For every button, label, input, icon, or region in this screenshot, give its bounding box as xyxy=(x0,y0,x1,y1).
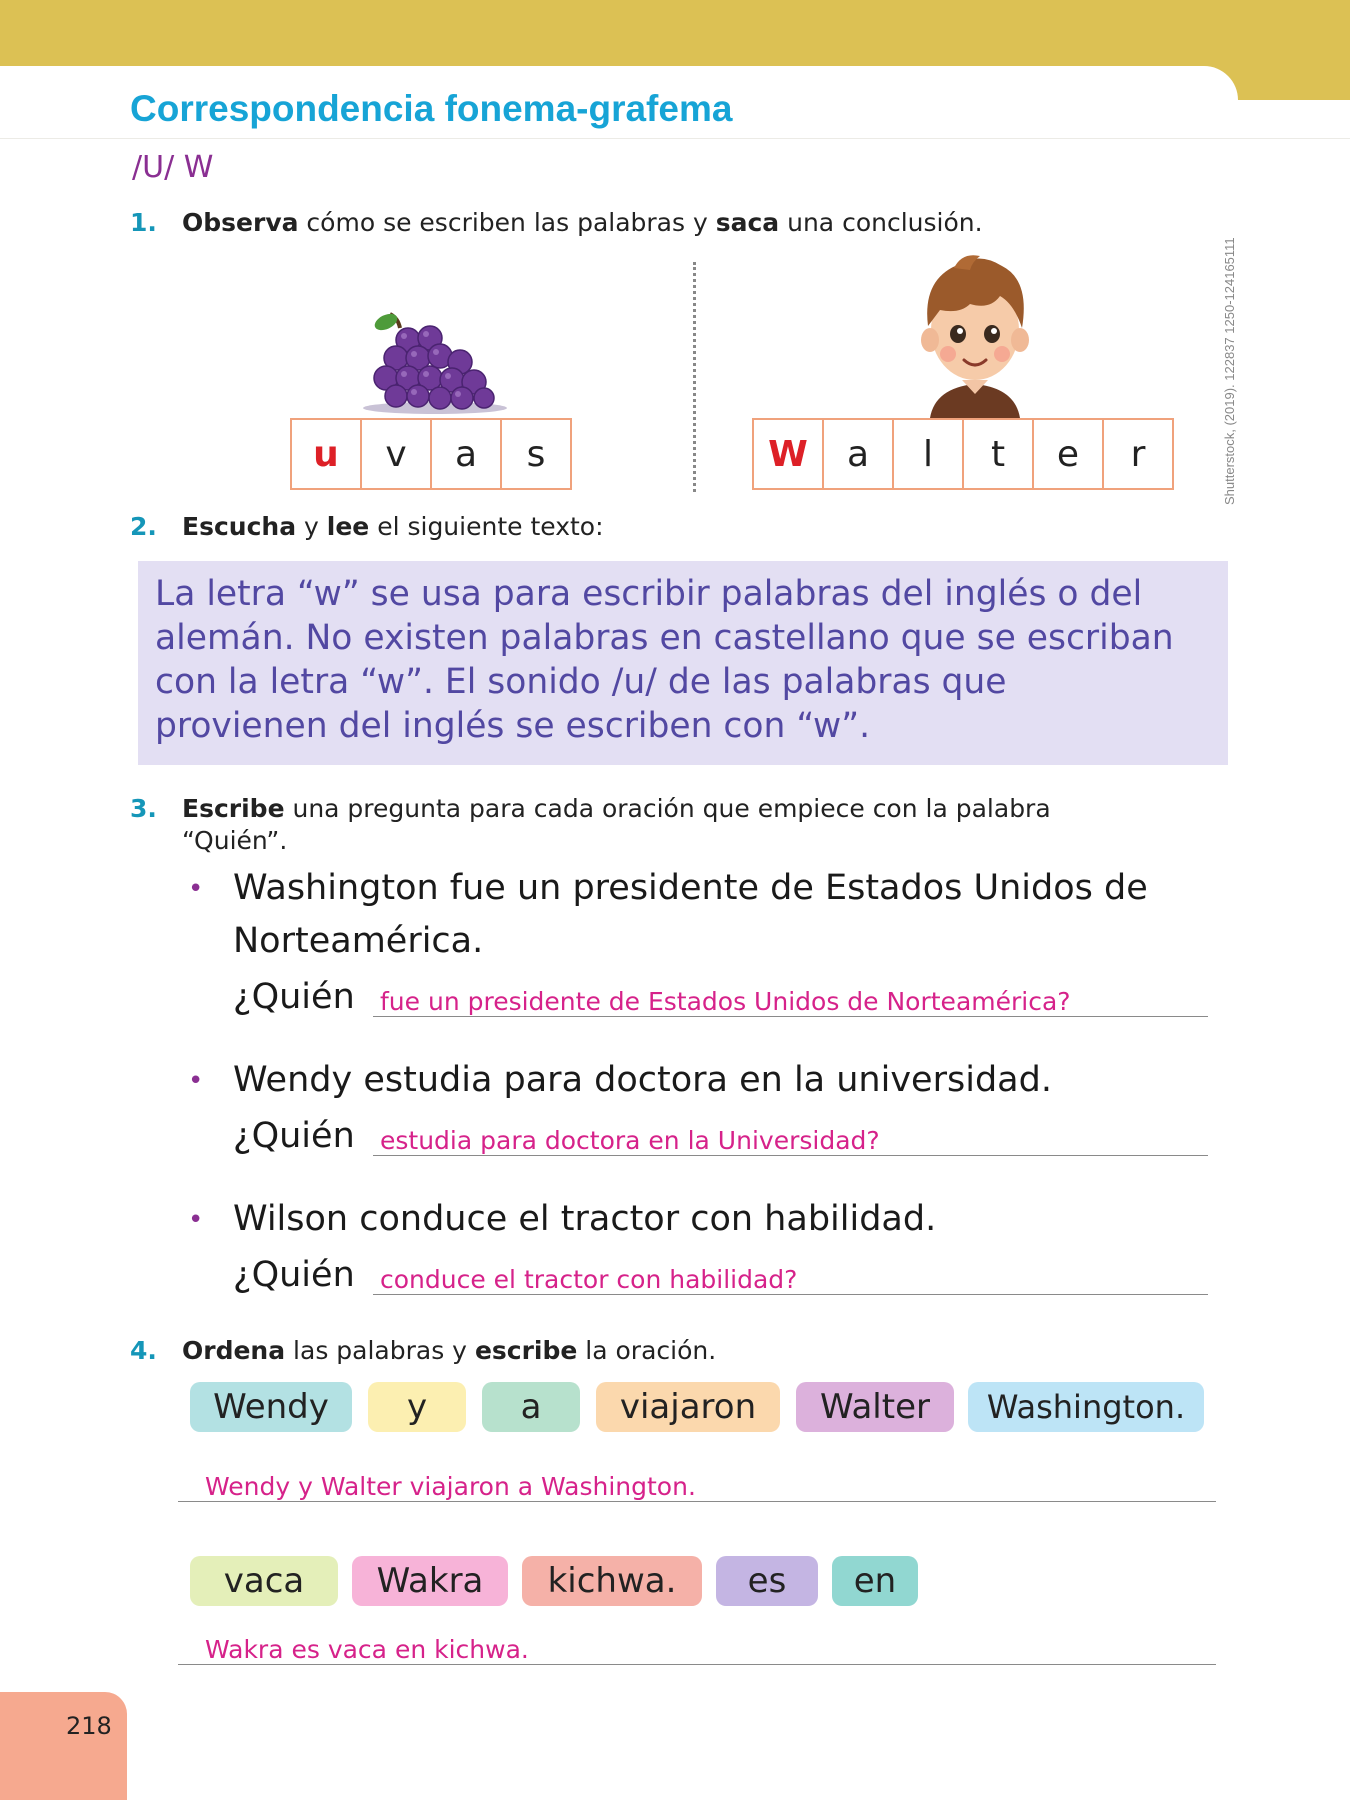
word-chip: Walter xyxy=(796,1382,954,1432)
image-credit: Shutterstock, (2019). 122837 1250-124165111 xyxy=(1222,237,1237,505)
answer-line xyxy=(373,1294,1208,1295)
letter-box: W xyxy=(754,420,824,488)
exercise-3-instruction: Escribe una pregunta para cada oración que empiece con la palabra xyxy=(182,794,1051,823)
answer-text: conduce el tractor con habilidad? xyxy=(380,1265,798,1294)
exercise-2-number: 2. xyxy=(130,512,157,541)
info-line: alemán. No existen palabras en castellano que se escriban xyxy=(155,618,1174,658)
answer-line xyxy=(373,1155,1208,1156)
letter-box: l xyxy=(894,420,964,488)
word-chip: vaca xyxy=(190,1556,338,1606)
exercise-1-instruction: Observa cómo se escriben las palabras y saca una conclusión. xyxy=(182,208,983,237)
page-subtitle: /U/ W xyxy=(132,150,214,185)
letter-box: a xyxy=(432,420,502,488)
word-chip: es xyxy=(716,1556,818,1606)
grapes-icon xyxy=(360,310,510,415)
letter-box: a xyxy=(824,420,894,488)
bullet-icon: • xyxy=(188,1066,204,1096)
answer-line xyxy=(178,1664,1216,1665)
quien-prompt: ¿Quién xyxy=(233,1116,355,1156)
answer-text: fue un presidente de Estados Unidos de Norteamérica? xyxy=(380,987,1071,1016)
answer-line xyxy=(178,1501,1216,1502)
bullet-icon: • xyxy=(188,1205,204,1235)
letter-box: r xyxy=(1130,433,1146,475)
exercise-4-number: 4. xyxy=(130,1336,157,1365)
exercise-2-instruction: Escucha y lee el siguiente texto: xyxy=(182,512,604,541)
info-line: La letra “w” se usa para escribir palabras del inglés o del xyxy=(155,574,1143,614)
info-line: provienen del inglés se escriben con “w”. xyxy=(155,706,871,746)
bullet-icon: • xyxy=(188,874,204,904)
sentence-line: Washington fue un presidente de Estados Unidos de xyxy=(233,868,1148,908)
info-text xyxy=(155,572,1215,748)
letter-box: t xyxy=(964,420,1034,488)
page-number: 218 xyxy=(66,1712,112,1740)
answer-text: estudia para doctora en la Universidad? xyxy=(380,1126,880,1155)
boy-icon xyxy=(910,248,1040,418)
word-chip: en xyxy=(832,1556,918,1606)
quien-prompt: ¿Quién xyxy=(233,977,355,1017)
letter-box: u xyxy=(292,420,362,488)
letter-box: e xyxy=(1034,420,1104,488)
answer-line xyxy=(373,1016,1208,1017)
info-line: con la letra “w”. El sonido /u/ de las palabras que xyxy=(155,662,1007,702)
exercise-3-instruction-cont: “Quién”. xyxy=(182,826,288,855)
word-boxes-uvas xyxy=(290,418,572,490)
sentence-line: Wendy estudia para doctora en la universidad. xyxy=(233,1060,1052,1100)
quien-prompt: ¿Quién xyxy=(233,1255,355,1295)
exercise-1-number: 1. xyxy=(130,208,157,237)
word-chip: a xyxy=(482,1382,580,1432)
header-divider xyxy=(0,138,1350,139)
page-title: Correspondencia fonema-grafema xyxy=(130,88,733,129)
word-chip: viajaron xyxy=(596,1382,780,1432)
word-chip: Washington. xyxy=(968,1382,1204,1432)
word-chip: Wakra xyxy=(352,1556,508,1606)
word-chip: kichwa. xyxy=(522,1556,702,1606)
page-number-tab xyxy=(0,1692,127,1800)
word-chip: y xyxy=(368,1382,466,1432)
sentence-line: Norteamérica. xyxy=(233,921,484,961)
exercise-3-number: 3. xyxy=(130,794,157,823)
word-chip: Wendy xyxy=(190,1382,352,1432)
exercise-4-instruction: Ordena las palabras y escribe la oración. xyxy=(182,1336,717,1365)
letter-box: v xyxy=(362,420,432,488)
answer-text: Wakra es vaca en kichwa. xyxy=(205,1635,529,1664)
letter-box: s xyxy=(526,433,546,475)
word-boxes-walter xyxy=(752,418,1174,490)
sentence-line: Wilson conduce el tractor con habilidad. xyxy=(233,1199,937,1239)
answer-text: Wendy y Walter viajaron a Washington. xyxy=(205,1472,696,1501)
dotted-divider xyxy=(693,262,696,492)
